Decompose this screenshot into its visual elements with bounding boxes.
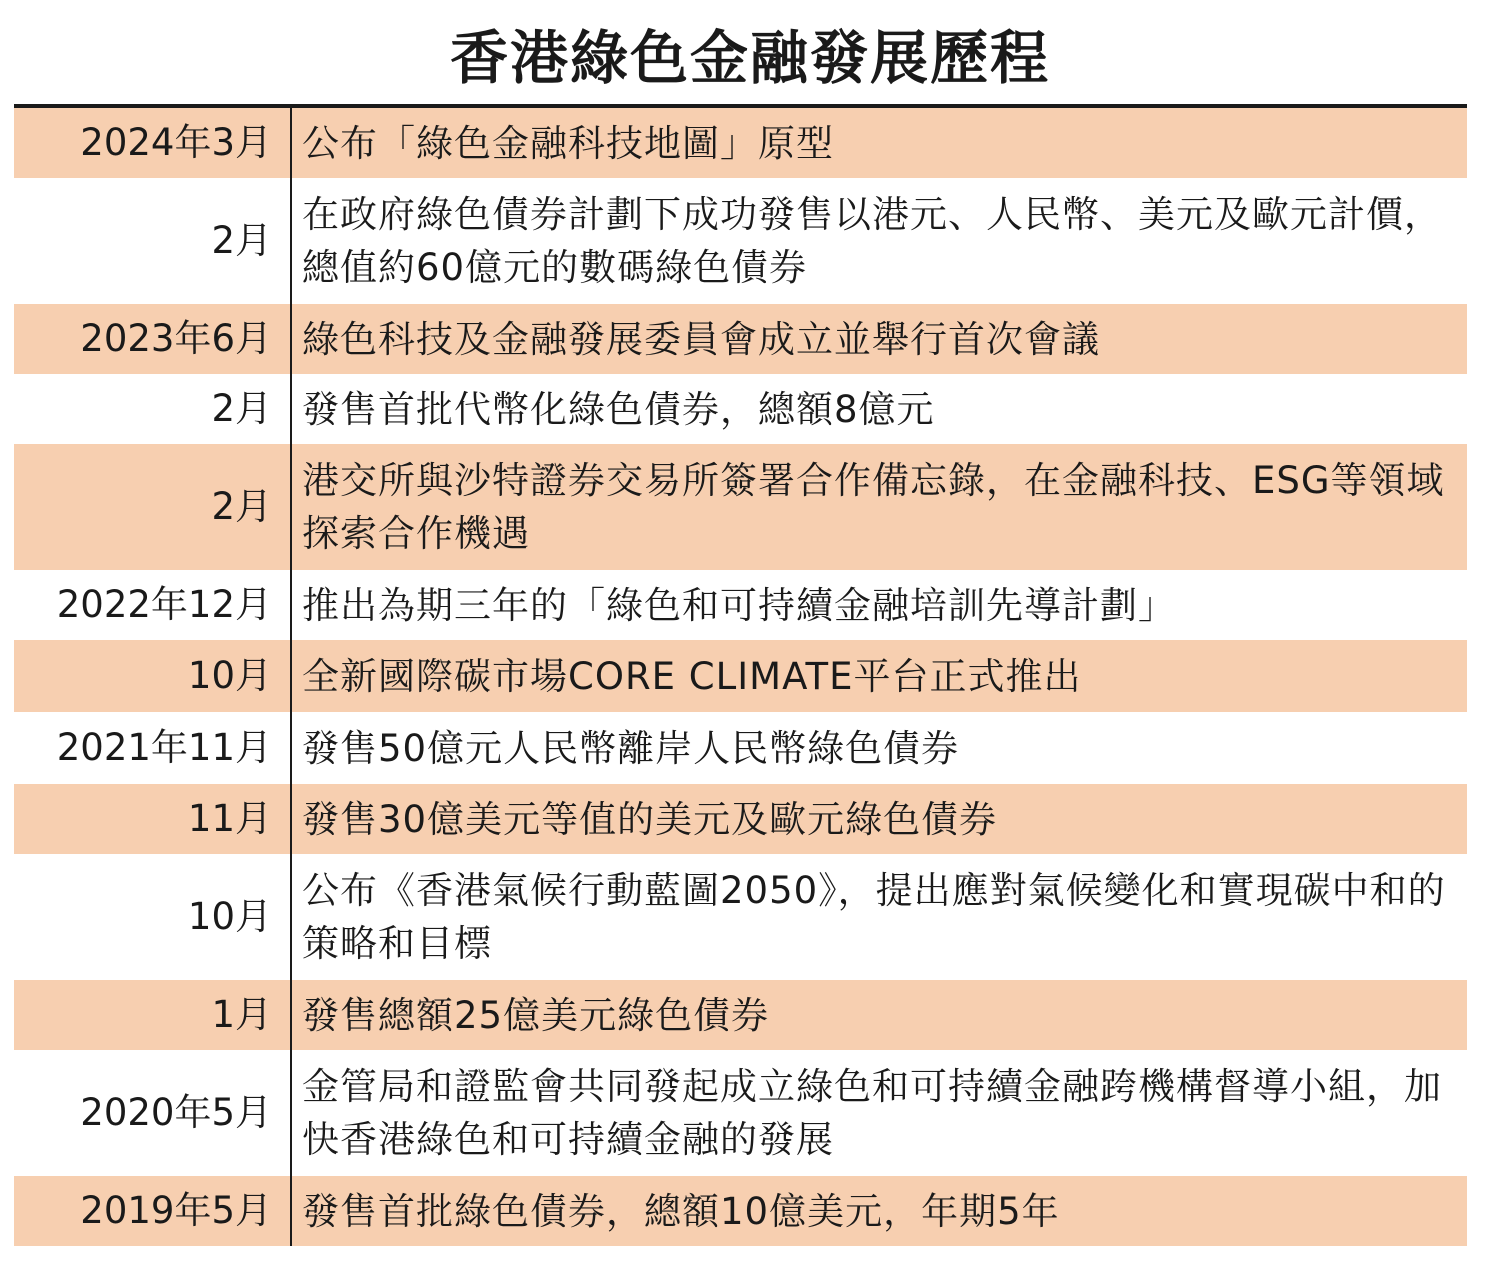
timeline-row <box>14 1050 1467 1176</box>
timeline-row <box>14 570 1467 640</box>
event-description: 金管局和證監會共同發起成立綠色和可持續金融跨機構督導小組，加快香港綠色和可持續金融的發展 <box>302 1065 1442 1161</box>
event-date: 2021年11月 <box>56 726 272 769</box>
event-date: 11月 <box>187 797 272 840</box>
page-title: 香港綠色金融發展歷程 <box>449 24 1050 92</box>
event-date: 2023年6月 <box>80 317 272 360</box>
event-description: 發售50億元人民幣離岸人民幣綠色債券 <box>302 726 960 770</box>
event-description: 港交所與沙特證券交易所簽署合作備忘錄，在金融科技、ESG等領域探索合作機遇 <box>302 459 1445 555</box>
timeline-row <box>14 444 1467 570</box>
timeline-row <box>14 640 1467 712</box>
event-description: 公布「綠色金融科技地圖」原型 <box>302 121 834 165</box>
event-date: 2022年12月 <box>56 583 272 626</box>
event-date: 1月 <box>211 993 272 1036</box>
timeline-row <box>14 784 1467 854</box>
timeline-row <box>14 980 1467 1050</box>
timeline-row <box>14 1176 1467 1246</box>
event-date: 2月 <box>211 219 272 262</box>
event-description: 公布《香港氣候行動藍圖2050》，提出應對氣候變化和實現碳中和的策略和目標 <box>302 869 1446 965</box>
event-description: 發售總額25億美元綠色債券 <box>302 993 770 1037</box>
event-description: 全新國際碳市場CORE CLIMATE平台正式推出 <box>302 654 1082 698</box>
timeline-row <box>14 178 1467 304</box>
timeline-row <box>14 304 1467 374</box>
timeline-row <box>14 854 1467 980</box>
event-description: 發售首批代幣化綠色債券，總額8億元 <box>302 387 935 431</box>
event-date: 2月 <box>211 485 272 528</box>
event-date: 2月 <box>211 387 272 430</box>
event-description: 推出為期三年的「綠色和可持續金融培訓先導計劃」 <box>302 583 1176 627</box>
event-date: 2020年5月 <box>80 1091 272 1134</box>
event-description: 在政府綠色債券計劃下成功發售以港元、人民幣、美元及歐元計價，總值約60億元的數碼綠色債券 <box>302 193 1442 289</box>
event-date: 10月 <box>187 895 272 938</box>
event-description: 發售首批綠色債券，總額10億美元，年期5年 <box>302 1189 1060 1233</box>
event-date: 2019年5月 <box>80 1189 272 1232</box>
event-date: 10月 <box>187 654 272 697</box>
event-description: 綠色科技及金融發展委員會成立並舉行首次會議 <box>302 317 1100 361</box>
column-divider <box>290 108 292 1246</box>
event-date: 2024年3月 <box>80 121 272 164</box>
timeline-row <box>14 374 1467 444</box>
event-description: 發售30億美元等值的美元及歐元綠色債券 <box>302 797 998 841</box>
timeline-row <box>14 108 1467 178</box>
timeline-row <box>14 712 1467 784</box>
